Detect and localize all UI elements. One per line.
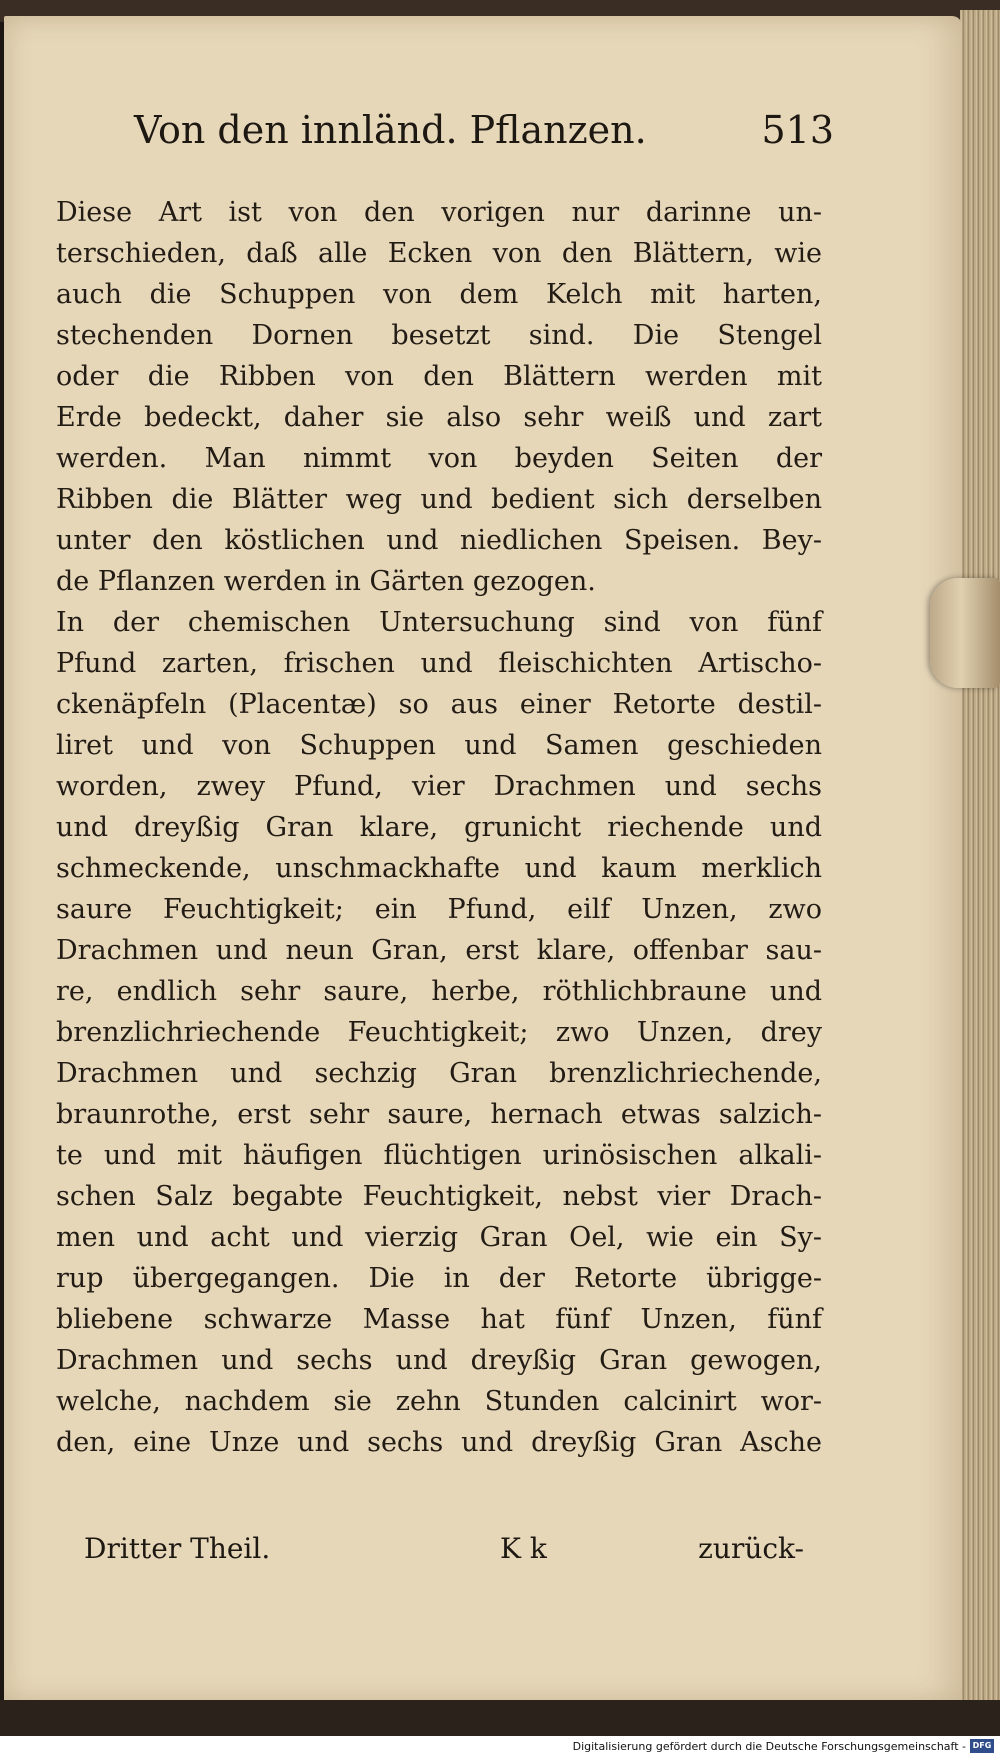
text-line: Diese Art ist von den vorigen nur darinne un- <box>56 197 822 228</box>
catchword: zurück- <box>698 1532 804 1565</box>
text-line: und dreyßig Gran klare, grunicht riechende und <box>56 812 822 843</box>
body-text <box>56 192 822 1463</box>
text-line: den, eine Unze und sechs und dreyßig Gran Asche <box>56 1427 822 1458</box>
text-line: te und mit häufigen flüchtigen urinösischen alkali- <box>56 1140 822 1171</box>
page-number: 513 <box>761 108 834 152</box>
text-line: rup übergegangen. Die in der Retorte übrigge- <box>56 1263 822 1294</box>
text-line: Drachmen und sechzig Gran brenzlichriechende, <box>56 1058 822 1089</box>
dfg-logo-icon: DFG <box>970 1739 994 1753</box>
text-line: Erde bedeckt, daher sie also sehr weiß und zart <box>56 402 822 433</box>
book-page <box>4 16 962 1702</box>
text-line: Drachmen und sechs und dreyßig Gran gewogen, <box>56 1345 822 1376</box>
text-line: liret und von Schuppen und Samen geschieden <box>56 730 822 761</box>
text-line: re, endlich sehr saure, herbe, röthlichbraune und <box>56 976 822 1007</box>
text-line: werden. Man nimmt von beyden Seiten der <box>56 443 822 474</box>
page-edges <box>960 10 1000 1710</box>
text-line: unter den köstlichen und niedlichen Speisen. Bey- <box>56 525 822 556</box>
credit-text: Digitalisierung gefördert durch die Deutsche Forschungsgemeinschaft - <box>572 1740 966 1753</box>
bookmark-tab <box>930 578 1000 688</box>
text-line: men und acht und vierzig Gran Oel, wie ein Sy- <box>56 1222 822 1253</box>
text-line: schen Salz begabte Feuchtigkeit, nebst vier Drach- <box>56 1181 822 1212</box>
text-line: welche, nachdem sie zehn Stunden calcinirt wor- <box>56 1386 822 1417</box>
text-line: worden, zwey Pfund, vier Drachmen und sechs <box>56 771 822 802</box>
catchline <box>84 1532 804 1572</box>
text-line: auch die Schuppen von dem Kelch mit harten, <box>56 279 822 310</box>
text-line: bliebene schwarze Masse hat fünf Unzen, fünf <box>56 1304 822 1335</box>
text-line: oder die Ribben von den Blättern werden mit <box>56 361 822 392</box>
text-line: brenzlichriechende Feuchtigkeit; zwo Unzen, drey <box>56 1017 822 1048</box>
running-title: Von den innländ. Pflanzen. <box>134 108 647 152</box>
text-line: In der chemischen Untersuchung sind von fünf <box>56 607 822 638</box>
running-head <box>134 108 834 164</box>
text-line: braunrothe, erst sehr saure, hernach etwas salzich- <box>56 1099 822 1130</box>
book-bottom-edge <box>0 1700 1000 1736</box>
text-line: saure Feuchtigkeit; ein Pfund, eilf Unzen, zwo <box>56 894 822 925</box>
part-label: Dritter Theil. <box>84 1532 271 1565</box>
text-line: de Pflanzen werden in Gärten gezogen. <box>56 566 596 597</box>
text-line: ckenäpfeln (Placentæ) so aus einer Retorte destil- <box>56 689 822 720</box>
text-line: schmeckende, unschmackhafte und kaum merklich <box>56 853 822 884</box>
text-line: terschieden, daß alle Ecken von den Blättern, wie <box>56 238 822 269</box>
text-line: Ribben die Blätter weg und bedient sich derselben <box>56 484 822 515</box>
text-line: Drachmen und neun Gran, erst klare, offenbar sau- <box>56 935 822 966</box>
text-line: stechenden Dornen besetzt sind. Die Stengel <box>56 320 822 351</box>
signature-mark: K k <box>500 1532 547 1565</box>
text-line: Pfund zarten, frischen und fleischichten Artischo- <box>56 648 822 679</box>
